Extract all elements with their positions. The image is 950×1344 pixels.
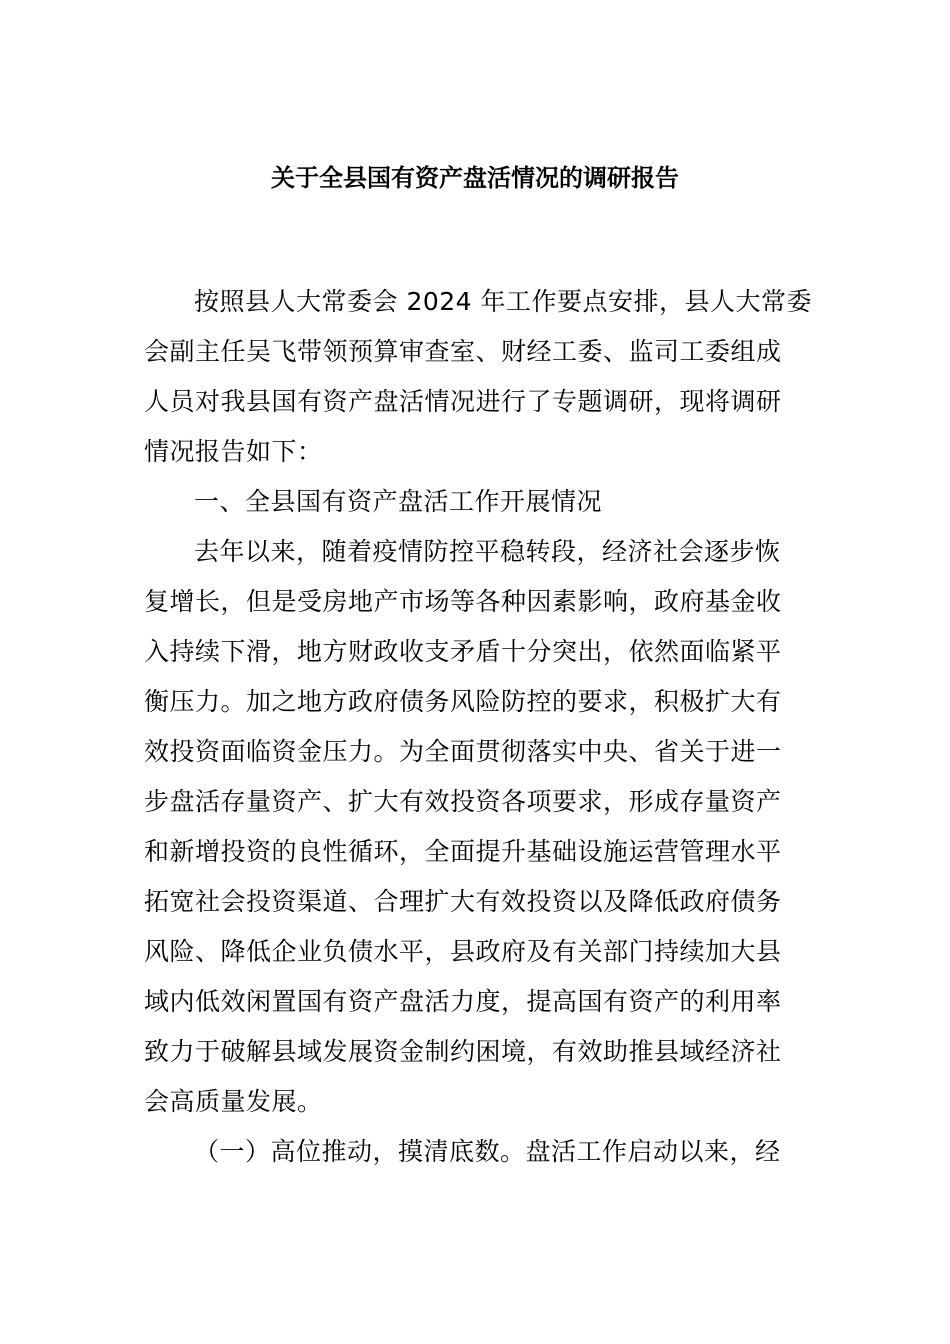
- section-heading: 一、全县国有资产盘活工作开展情况: [194, 487, 603, 516]
- subsection-line: （一）高位推动，摸清底数。盘活工作启动以来，经: [194, 1137, 781, 1166]
- paragraph-line: 步盘活存量资产、扩大有效投资各项要求，形成存量资产: [144, 787, 782, 816]
- document-title: 关于全县国有资产盘活情况的调研报告: [271, 164, 679, 192]
- paragraph-line: 情况报告如下：: [144, 437, 323, 466]
- paragraph-line: 效投资面临资金压力。为全面贯彻落实中央、省关于进一: [144, 737, 782, 766]
- paragraph-line: 去年以来，随着疫情防控平稳转段，经济社会逐步恢: [194, 537, 781, 566]
- paragraph-line: 会副主任吴飞带领预算审查室、财经工委、监司工委组成: [144, 337, 782, 366]
- paragraph-line: 按照县人大常委会 2024 年工作要点安排，县人大常委: [194, 287, 813, 316]
- paragraph-line: 域内低效闲置国有资产盘活力度，提高国有资产的利用率: [144, 987, 782, 1016]
- paragraph-line: 拓宽社会投资渠道、合理扩大有效投资以及降低政府债务: [144, 887, 782, 916]
- paragraph-line: 人员对我县国有资产盘活情况进行了专题调研，现将调研: [144, 387, 782, 416]
- paragraph-line: 和新增投资的良性循环，全面提升基础设施运营管理水平: [144, 837, 782, 866]
- paragraph-line: 复增长，但是受房地产市场等各种因素影响，政府基金收: [144, 587, 782, 616]
- document-body: [144, 277, 813, 1177]
- paragraph-line: 风险、降低企业负债水平，县政府及有关部门持续加大县: [144, 937, 782, 966]
- paragraph-line: 衡压力。加之地方政府债务风险防控的要求，积极扩大有: [144, 687, 782, 716]
- paragraph-line: 致力于破解县域发展资金制约困境，有效助推县域经济社: [144, 1037, 782, 1066]
- paragraph-line: 会高质量发展。: [144, 1087, 323, 1116]
- paragraph-line: 入持续下滑，地方财政收支矛盾十分突出，依然面临紧平: [144, 637, 782, 666]
